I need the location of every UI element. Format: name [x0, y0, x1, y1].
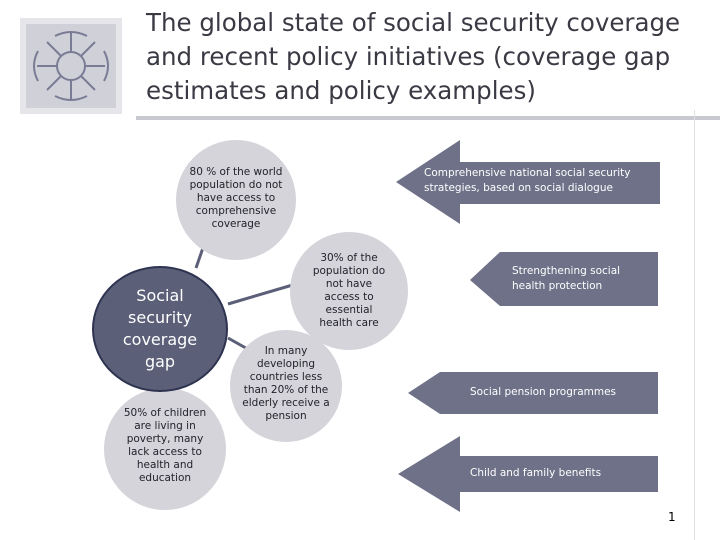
- slide-title: The global state of social security coverage and recent policy initiatives (coverage gap estimates and policy examples): [146, 8, 681, 105]
- stat-elderly-pension-text: In many developing countries less than 20% of the elderly receive a pension: [242, 345, 330, 422]
- stat-world-coverage-text: 80 % of the world population do not have access to comprehensive coverage: [189, 165, 283, 230]
- policy-arrow-3-label: Social pension programmes: [470, 386, 617, 398]
- stat-circle-world-coverage: [176, 140, 296, 260]
- stat-circle-health-care: [290, 232, 408, 350]
- center-coverage-gap-circle: [92, 266, 228, 392]
- policy-arrow-1-label: Comprehensive national social security strategies, based on social dialogue: [424, 167, 631, 194]
- stat-circle-children-poverty: [104, 388, 226, 510]
- page-number: 1: [668, 510, 676, 524]
- stat-health-care-text: 30% of the population do not have access to essential health care: [312, 252, 386, 329]
- center-coverage-gap-label: Social security coverage gap: [122, 286, 198, 371]
- policy-arrow-4-label: Child and family benefits: [470, 467, 602, 479]
- policy-arrow-2-label: Strengthening social health protection: [512, 265, 621, 292]
- stat-circle-elderly-pension: [230, 330, 342, 442]
- stat-children-poverty-text: 50% of children are living in poverty, many lack access to health and education: [123, 407, 207, 484]
- connector-right-top: [228, 284, 296, 304]
